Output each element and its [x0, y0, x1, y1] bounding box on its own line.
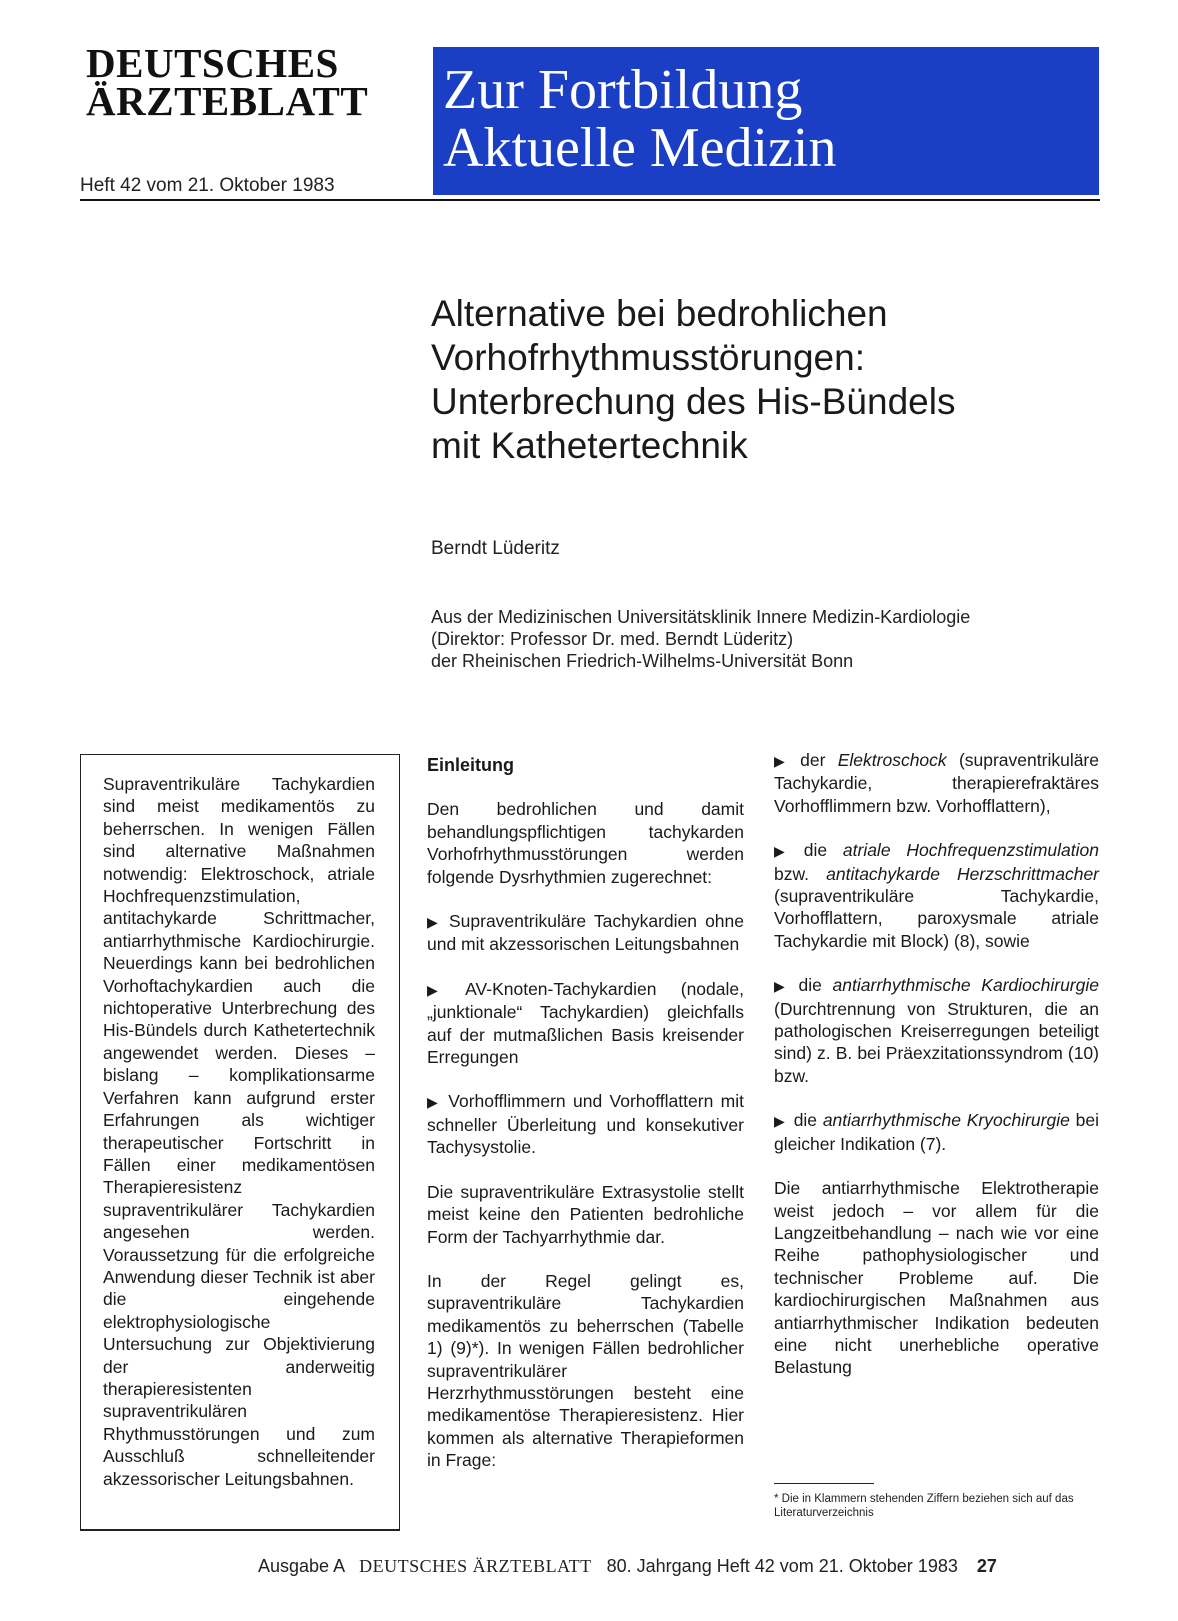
- middle-column: [427, 754, 744, 1494]
- title-line: mit Kathetertechnik: [431, 425, 748, 466]
- triangle-bullet-icon: ▶: [774, 1113, 786, 1130]
- abstract-text: Supraventrikuläre Tachykardien sind meist medikamentös zu beherrschen. In wenigen Fällen sind alternative Maßnahmen notwendig: Elektroschock, atriale Hochfrequenzstimulation, antitachykarde Schrittmacher, antiarrhythmische Kardiochirurgie. Neuerdings kann bei bedrohlichen Vorhoftachykardien auch die nichtoperative Unterbrechung des His-Bündels durch Kathetertechnik angewendet werden. Dieses – bislang – komplikationsarme Verfahren kann aufgrund erster Erfahrungen als wichtiger therapeutischer Fortschritt in Fällen einer medikamentösen Therapieresistenz supraventrikulärer Tachykardien angesehen werden. Voraussetzung für die erfolgreiche Anwendung dieser Technik ist aber die eingehende elektrophysiologische Untersuchung zur Objektivierung der anderweitig therapieresistenten supraventrikulären Rhythmusstörungen und zum Ausschluß schnelleitender akzessorischer Leitungsbahnen.: [103, 774, 375, 1489]
- triangle-bullet-icon: ▶: [774, 753, 793, 769]
- list-item: ▶ Supraventrikuläre Tachykardien ohne und mit akzessorischen Leitungsbahnen: [427, 911, 744, 955]
- page-number: 27: [976, 1556, 997, 1576]
- list-item: ▶ die antiarrhythmische Kardiochirurgie (Durchtrennung von Strukturen, die an pathologischen Kreiserregungen beteiligt sind) z. B. bei Präexzitationssyndrom (10) bzw.: [774, 975, 1099, 1086]
- banner-line-2: Aktuelle Medizin: [443, 117, 837, 179]
- footnote-rule: [774, 1483, 874, 1484]
- paragraph: In der Regel gelingt es, supraventrikuläre Tachykardien medikamentös zu beherrschen (Tabelle 1) (9)*). In wenigen Fällen bedrohlicher supraventrikulärer Herzrhythmusstörungen besteht eine medikamentöse Therapieresistenz. Hier kommen als alternative Therapieformen in Frage:: [427, 1270, 744, 1471]
- affiliation-line: (Direktor: Professor Dr. med. Berndt Lüderitz): [431, 629, 794, 649]
- issue-date: Heft 42 vom 21. Oktober 1983: [80, 175, 335, 196]
- triangle-bullet-icon: ▶: [427, 981, 458, 998]
- list-item: ▶ die antiarrhythmische Kryochirurgie bei gleicher Indikation (7).: [774, 1110, 1099, 1154]
- masthead-rule: [80, 199, 1100, 201]
- list-item: ▶ die atriale Hochfrequenzstimulation bzw. antitachykarde Herzschrittmacher (supraventrikuläre Tachykardie, Vorhofflattern, paroxysmale atriale Tachykardie mit Block) (8), sowie: [774, 840, 1099, 951]
- journal-logo: [86, 40, 416, 124]
- article-title: [431, 292, 1071, 468]
- footer-journal: DEUTSCHES ÄRZTEBLATT: [359, 1556, 592, 1576]
- logo-line-1: DEUTSCHES: [86, 40, 339, 86]
- logo-line-2: ÄRZTEBLATT: [86, 78, 369, 124]
- footnote: * Die in Klammern stehenden Ziffern beziehen sich auf das Literaturverzeichnis: [774, 1493, 1074, 1519]
- page-footer: [258, 1556, 1108, 1577]
- list-item: ▶ Vorhofflimmern und Vorhofflattern mit schneller Überleitung und konsekutiver Tachysystolie.: [427, 1091, 744, 1158]
- banner-line-1: Zur Fortbildung: [443, 59, 803, 121]
- affiliation: [431, 606, 1111, 672]
- affiliation-line: Aus der Medizinischen Universitätsklinik Innere Medizin-Kardiologie: [431, 607, 971, 627]
- footer-edition: Ausgabe A: [258, 1556, 345, 1576]
- triangle-bullet-icon: ▶: [427, 1094, 441, 1111]
- title-line: Alternative bei bedrohlichen: [431, 293, 888, 334]
- right-column: [774, 749, 1099, 1401]
- triangle-bullet-icon: ▶: [774, 978, 791, 995]
- list-item: ▶ der Elektroschock (supraventrikuläre Tachykardie, therapierefraktäres Vorhofflimmern bzw. Vorhofflattern),: [774, 750, 1099, 816]
- triangle-bullet-icon: ▶: [774, 843, 796, 860]
- title-line: Vorhofrhythmusstörungen:: [431, 337, 865, 378]
- footer-issue: 80. Jahrgang Heft 42 vom 21. Oktober 1983: [606, 1556, 958, 1576]
- triangle-bullet-icon: ▶: [427, 914, 441, 931]
- affiliation-line: der Rheinischen Friedrich-Wilhelms-Universität Bonn: [431, 651, 854, 671]
- intro-paragraph: Den bedrohlichen und damit behandlungspflichtigen tachykarden Vorhofrhythmusstörungen werden folgende Dysrhythmien zugerechnet:: [427, 799, 744, 887]
- section-heading: Einleitung: [427, 755, 514, 775]
- author: Berndt Lüderitz: [431, 538, 560, 559]
- title-line: Unterbrechung des His-Bündels: [431, 381, 956, 422]
- abstract-bottom-rule: [80, 1530, 400, 1531]
- paragraph: Die supraventrikuläre Extrasystolie stellt meist keine den Patienten bedrohliche Form der Tachyarrhythmie dar.: [427, 1181, 744, 1247]
- paragraph: Die antiarrhythmische Elektrotherapie weist jedoch – vor allem für die Langzeitbehandlung – nach wie vor eine Reihe pathophysiologischer und technischer Probleme auf. Die kardiochirurgischen Maßnahmen aus antiarrhythmischer Indikation bedeuten eine nicht unerhebliche operative Belastung: [774, 1178, 1099, 1378]
- list-item: ▶ AV-Knoten-Tachykardien (nodale, „junktionale“ Tachykardien) gleichfalls auf der mutmaßlichen Basis kreisender Erregungen: [427, 978, 744, 1068]
- section-banner: [433, 47, 1099, 195]
